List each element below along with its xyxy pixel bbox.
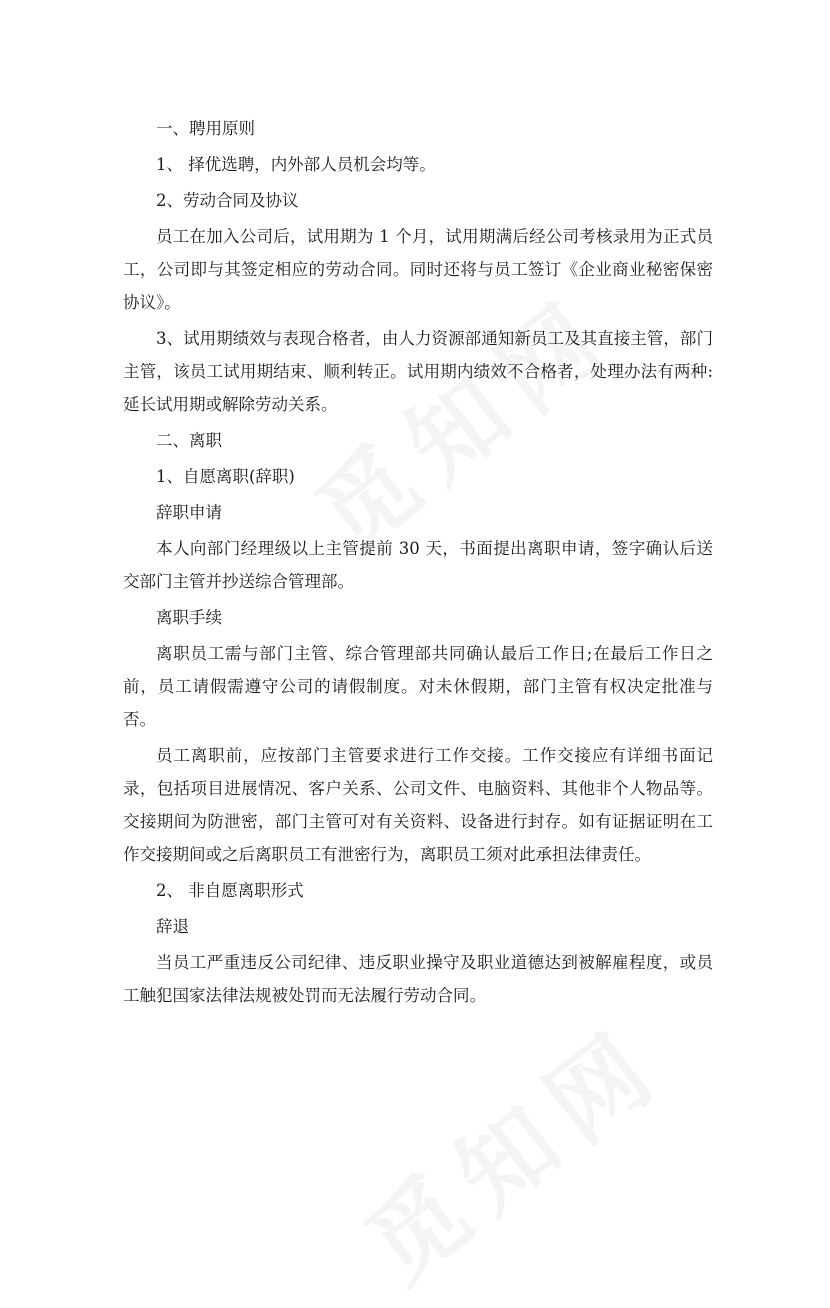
list-item: 1、 择优选聘，内外部人员机会均等。 xyxy=(156,155,436,174)
list-item: 2、劳动合同及协议 xyxy=(156,191,299,210)
paragraph: 员工离职前，应按部门主管要求进行工作交接。工作交接应有详细书面记录，包括项目进展情况、客户关系、公司文件、电脑资料、其他非个人物品等。交接期间为防泄密，部门主管可对有关资料、设备进行封存。如有证据证明在工作交接期间或之后离职员工有泄密行为，离职员工须对此承担法律责任。 xyxy=(123,746,713,864)
watermark xyxy=(334,989,688,1308)
section-heading-hiring-principles: 一、聘用原则 xyxy=(156,119,255,138)
list-item: 1、自愿离职(辞职) xyxy=(156,467,295,486)
list-item: 2、 非自愿离职形式 xyxy=(156,881,304,900)
paragraph: 当员工严重违反公司纪律、违反职业操守及职业道德达到被解雇程度，或员工触犯国家法律法规被处罚而无法履行劳动合同。 xyxy=(123,953,713,1005)
subheading: 辞职申请 xyxy=(156,503,222,522)
section-heading-resignation: 二、离职 xyxy=(156,431,222,450)
paragraph: 员工在加入公司后，试用期为 1 个月，试用期满后经公司考核录用为正式员工，公司即与其签定相应的劳动合同。同时还将与员工签订《企业商业秘密保密协议》。 xyxy=(123,227,713,312)
subheading: 辞退 xyxy=(156,917,189,936)
subheading: 离职手续 xyxy=(156,608,222,627)
paragraph: 离职员工需与部门主管、综合管理部共同确认最后工作日;在最后工作日之前，员工请假需遵守公司的请假制度。对未休假期，部门主管有权决定批准与否。 xyxy=(123,644,713,729)
paragraph: 本人向部门经理级以上主管提前 30 天，书面提出离职申请，签字确认后送交部门主管并抄送综合管理部。 xyxy=(123,539,713,591)
list-item: 3、试用期绩效与表现合格者，由人力资源部通知新员工及其直接主管，部门主管，该员工试用期结束、顺利转正。试用期内绩效不合格者，处理办法有两种:延长试用期或解除劳动关系。 xyxy=(123,329,713,414)
document-body xyxy=(123,112,713,1015)
